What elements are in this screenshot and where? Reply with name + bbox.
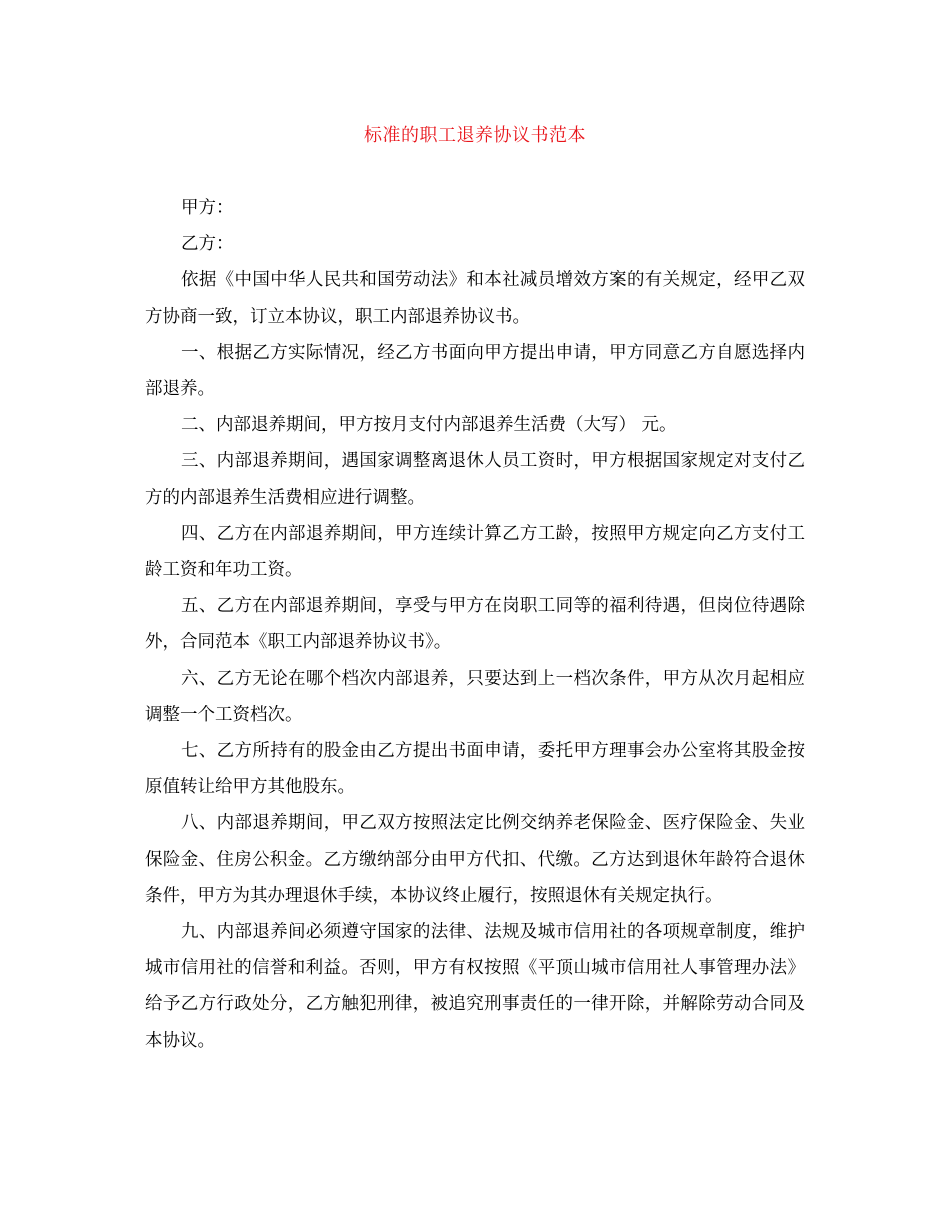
clause-7: 七、乙方所持有的股金由乙方提出书面申请，委托甲方理事会办公室将其股金按原值转让给甲方其他股东。 [145, 741, 805, 798]
clause-5: 五、乙方在内部退养期间，享受与甲方在岗职工同等的福利待遇，但岗位待遇除外，合同范本《职工内部退养协议书》。 [145, 596, 805, 653]
clause-1: 一、根据乙方实际情况，经乙方书面向甲方提出申请，甲方同意乙方自愿选择内部退养。 [145, 342, 805, 400]
clause-9: 九、内部退养间必须遵守国家的法律、法规及城市信用社的各项规章制度，维护城市信用社的信誉和利益。否则，甲方有权按照《平顶山城市信用社人事管理办法》给予乙方行政处分，乙方触犯刑律，被追究刑事责任的一律开除，并解除劳动合同及本协议。 [145, 922, 805, 1051]
preamble-paragraph: 依据《中国中华人民共和国劳动法》和本社减员增效方案的有关规定，经甲乙双方协商一致，订立本协议，职工内部退养协议书。 [145, 270, 805, 327]
clause-4: 四、乙方在内部退养期间，甲方连续计算乙方工龄，按照甲方规定向乙方支付工龄工资和年功工资。 [145, 523, 805, 581]
party-b-line: 乙方： [181, 234, 234, 255]
party-a-line: 甲方： [181, 198, 234, 218]
document-title: 标准的职工退养协议书范本 [364, 125, 586, 146]
clause-3: 三、内部退养期间，遇国家调整离退休人员工资时，甲方根据国家规定对支付乙方的内部退养生活费相应进行调整。 [145, 451, 805, 508]
document-body [145, 190, 805, 1059]
clause-6: 六、乙方无论在哪个档次内部退养，只要达到上一档次条件，甲方从次月起相应调整一个工资档次。 [145, 668, 805, 725]
clause-2: 二、内部退养期间，甲方按月支付内部退养生活费（大写） 元。 [181, 415, 677, 436]
clause-8: 八、内部退养期间，甲乙双方按照法定比例交纳养老保险金、医疗保险金、失业保险金、住房公积金。乙方缴纳部分由甲方代扣、代缴。乙方达到退休年龄符合退休条件，甲方为其办理退休手续，本协议终止履行，按照退休有关规定执行。 [145, 813, 805, 906]
